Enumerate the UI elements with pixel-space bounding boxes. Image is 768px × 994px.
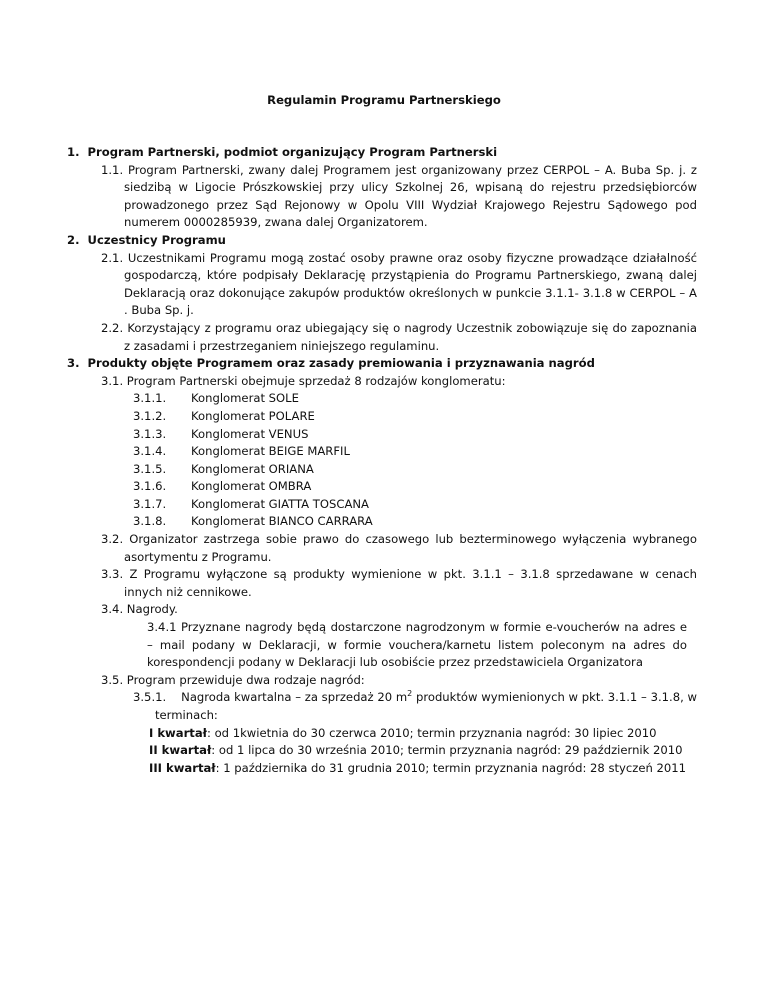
quarter-item xyxy=(67,760,697,778)
quarter-item xyxy=(67,725,697,743)
section-2-heading: 2. Uczestnicy Programu xyxy=(67,232,226,247)
quarter-text: : 1 października do 31 grudnia 2010; termin przyznania nagród: 28 styczeń 2011 xyxy=(215,760,687,775)
list-item xyxy=(67,513,697,531)
product-name: Konglomerat GIATTA TOSCANA xyxy=(191,496,369,511)
paragraph-3-5-1-text-end: produktów wymienionych w pkt. 3.1.1 – 3.1.8, w terminach: xyxy=(155,690,697,722)
paragraph-3-5: 3.5. Program przewiduje dwa rodzaje nagród: xyxy=(101,672,365,687)
product-number: 3.1.2. xyxy=(133,408,167,423)
paragraph-2-1: 2.1. Uczestnikami Programu mogą zostać osoby prawne oraz osoby fizyczne prowadzące działalność gospodarczą, które podpisały Deklarację przystąpienia do Programu Partnerskiego, zwaną dalej Deklaracją oraz dokonujące zakupów produktów określonych w punkcie 3.1.1- 3.1.8 w CERPOL – A . Buba Sp. j. xyxy=(101,250,697,318)
quarter-label: II kwartał xyxy=(149,743,212,758)
product-number: 3.1.3. xyxy=(133,426,167,441)
product-number: 3.1.6. xyxy=(133,479,167,494)
list-item xyxy=(67,390,697,408)
list-item xyxy=(67,461,697,479)
section-3-heading: 3. Produkty objęte Programem oraz zasady premiowania i przyznawania nagród xyxy=(67,356,595,371)
quarter-label: III kwartał xyxy=(149,760,216,775)
section-1-heading: 1. Program Partnerski, podmiot organizujący Program Partnerski xyxy=(67,145,498,159)
list-item xyxy=(67,426,697,444)
paragraph-3-3: 3.3. Z Programu wyłączone są produkty wymienione w pkt. 3.1.1 – 3.1.8 sprzedawane w cenach innych niż cennikowe. xyxy=(101,567,697,599)
document-title: Regulamin Programu Partnerskiego xyxy=(267,93,501,107)
product-name: Konglomerat VENUS xyxy=(191,426,309,441)
product-name: Konglomerat BIANCO CARRARA xyxy=(191,514,373,529)
list-item xyxy=(67,443,697,461)
quarter-item xyxy=(67,742,697,760)
product-number: 3.1.5. xyxy=(133,461,167,476)
product-number: 3.1.7. xyxy=(133,496,167,511)
list-item xyxy=(67,408,697,426)
paragraph-3-4-1-text: 3.4.1 Przyznane nagrody będą dostarczone nagrodzonym w formie e-voucherów na adres e – mail podany w Deklaracji, w formie vouchera/karnetu listem poleconym na adres do korespondencji podany w Deklaracji lub osobiście przez przedstawiciela Organizatora xyxy=(147,620,687,670)
quarter-label: I kwartał xyxy=(149,725,207,740)
product-name: Konglomerat ORIANA xyxy=(191,461,314,476)
product-name: Konglomerat SOLE xyxy=(191,391,299,406)
product-name: Konglomerat OMBRA xyxy=(191,479,312,494)
product-number: 3.1.1. xyxy=(133,391,167,406)
list-item xyxy=(67,478,697,496)
quarter-text: : od 1kwietnia do 30 czerwca 2010; termin przyznania nagród: 30 lipiec 2010 xyxy=(206,725,657,740)
paragraph-3-1: 3.1. Program Partnerski obejmuje sprzedaż 8 rodzajów konglomeratu: xyxy=(101,373,506,388)
paragraph-2-2: 2.2. Korzystający z programu oraz ubiegający się o nagrody Uczestnik zobowiązuje się do zapoznania z zasadami i przestrzeganiem niniejszego regulaminu. xyxy=(101,320,697,353)
paragraph-3-4: 3.4. Nagrody. xyxy=(101,602,178,617)
paragraph-3-5-1-text: 3.5.1. Nagroda kwartalna – za sprzedaż 20 m xyxy=(133,690,408,705)
paragraph-3-4-1 xyxy=(67,619,697,672)
quarter-text: : od 1 lipca do 30 września 2010; termin przyznania nagród: 29 październik 2010 xyxy=(211,743,683,758)
product-number: 3.1.4. xyxy=(133,444,167,459)
product-number: 3.1.8. xyxy=(133,514,167,529)
paragraph-3-5-1 xyxy=(67,689,697,724)
superscript: 2 xyxy=(407,689,413,699)
product-name: Konglomerat BEIGE MARFIL xyxy=(191,444,350,459)
paragraph-3-2: 3.2. Organizator zastrzega sobie prawo do czasowego lub bezterminowego wyłączenia wybranego asortymentu z Programu. xyxy=(101,532,697,564)
list-item xyxy=(67,496,697,514)
paragraph-1-1: 1.1. Program Partnerski, zwany dalej Programem jest organizowany przez CERPOL – A. Buba Sp. j. z siedzibą w Ligocie Prószkowskiej przy ulicy Szkolnej 26, wpisaną do rejestru przedsiębiorców prowadzonego przez Sąd Rejonowy w Opolu VIII Wydział Krajowego Rejestru Sądowego pod numerem 0000285939, zwana dalej Organizatorem. xyxy=(101,162,697,230)
product-list xyxy=(67,390,697,531)
product-name: Konglomerat POLARE xyxy=(191,408,315,423)
document-body xyxy=(67,144,697,777)
